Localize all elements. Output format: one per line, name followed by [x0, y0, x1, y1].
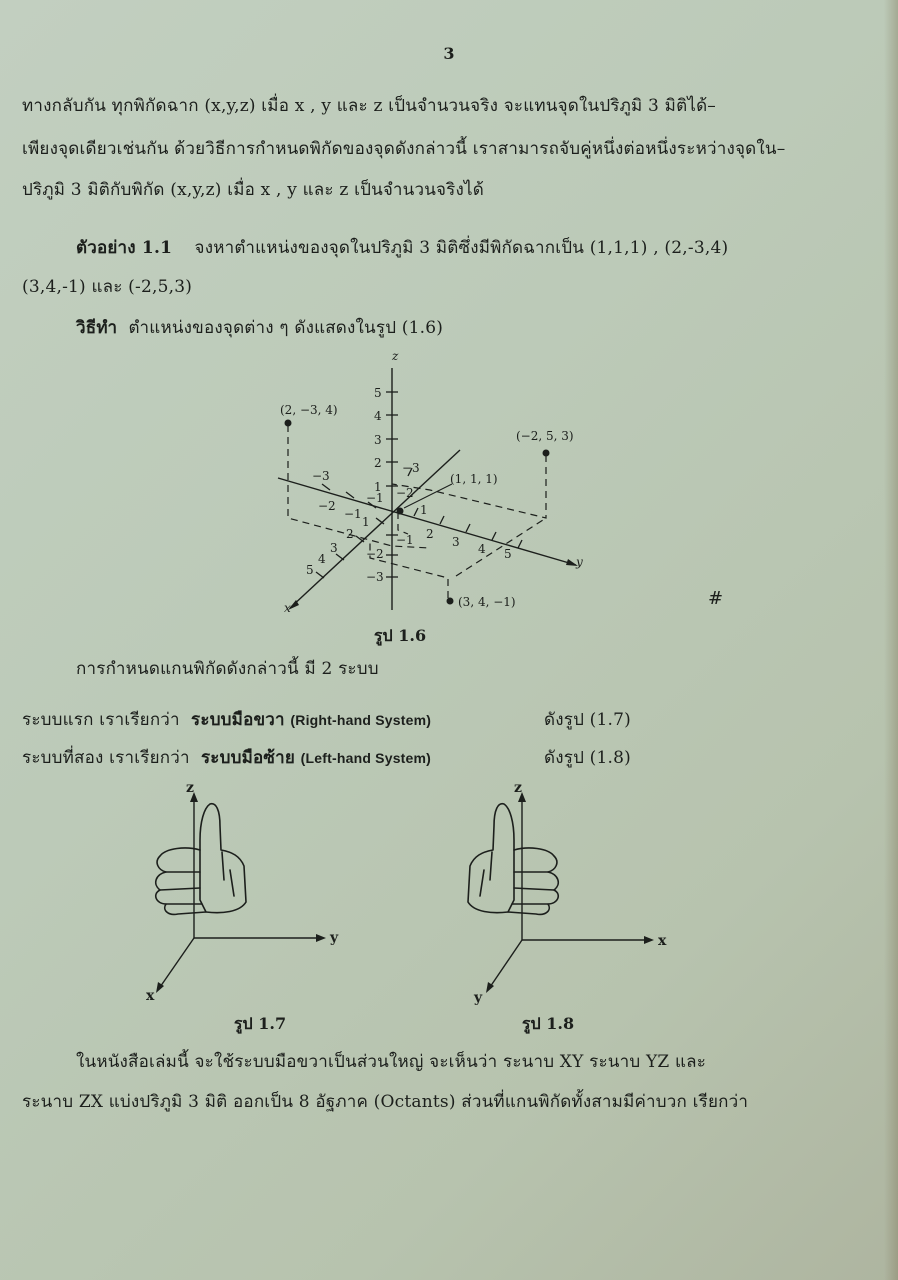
end-mark: # [708, 588, 724, 609]
x-tick-label: 4 [318, 552, 326, 566]
paragraph2-line2: ระนาบ ZX แบ่งปริภูมิ 3 มิติ ออกเป็น 8 อัฐภาค (Octants) ส่วนที่แกนพิกัดทั้งสามมีค่าบวก เรียกว่า [22, 1092, 749, 1112]
system1-name-th: ระบบมือขวา [191, 710, 285, 730]
fig16-y-label: y [576, 555, 583, 569]
x-tick-label: 5 [306, 563, 314, 577]
system1-prefix: ระบบแรก เราเรียกว่า [22, 710, 180, 730]
point-label-neg2-5-3: (−2, 5, 3) [516, 429, 574, 443]
system2-name-th: ระบบมือซ้าย [200, 748, 296, 768]
z-tick-label: 2 [374, 456, 382, 470]
x-tick-label: 3 [330, 541, 338, 555]
z-tick-label: −2 [366, 547, 384, 561]
fig18-y-label: y [474, 990, 483, 1006]
y-tick-label: 1 [420, 503, 428, 517]
page-number: 3 [443, 44, 455, 63]
system1-name-en: (Right-hand System) [290, 712, 432, 728]
paragraph2-line1: ในหนังสือเล่มนี้ จะใช้ระบบมือขวาเป็นส่วนใหญ่ จะเห็นว่า ระนาบ XY ระนาบ YZ และ [76, 1052, 707, 1072]
paragraph1-line1: ทางกลับกัน ทุกพิกัดฉาก (x,y,z) เมื่อ x , y และ z เป็นจำนวนจริง จะแทนจุดในปริภูมิ 3 มิติได้– [22, 96, 717, 116]
x-tick-label: −3 [312, 469, 330, 483]
y-tick-label: −3 [402, 461, 420, 475]
x-tick-label: 2 [346, 527, 354, 541]
point-label-3-4-neg1: (3, 4, −1) [458, 595, 516, 609]
page-edge-shadow [884, 0, 898, 1280]
example-question: จงหาตำแหน่งของจุดในปริภูมิ 3 มิติซึ่งมีพิกัดฉากเป็น (1,1,1) , (2,-3,4) [194, 238, 729, 258]
example-line1 [76, 234, 728, 261]
y-tick-label: 2 [426, 527, 434, 541]
z-tick-label: 1 [374, 480, 382, 494]
z-tick-label: −3 [366, 570, 384, 584]
system2-ref: ดังรูป (1.8) [544, 748, 631, 768]
solution-text: ตำแหน่งของจุดต่าง ๆ ดังแสดงในรูป (1.6) [128, 318, 444, 338]
system2-name-en: (Left-hand System) [300, 750, 432, 766]
left-hand-drawing [468, 804, 558, 915]
fig18-x-label: x [658, 933, 667, 949]
fig16-x-label: x [284, 601, 291, 615]
figure-1-6-caption: รูป 1.6 [373, 626, 427, 645]
x-tick-label: −1 [344, 507, 362, 521]
z-tick-label: 3 [374, 433, 382, 447]
system1-ref: ดังรูป (1.7) [544, 710, 631, 730]
figure-1-8-left-hand-axes [455, 778, 680, 1008]
fig18-z-label: z [514, 780, 522, 796]
paragraph1-line3: ปริภูมิ 3 มิติกับพิกัด (x,y,z) เมื่อ x , y และ z เป็นจำนวนจริงได้ [22, 180, 485, 200]
example-line2: (3,4,-1) และ (-2,5,3) [22, 277, 193, 297]
fig16-z-label: z [392, 349, 399, 363]
y-tick-label: −1 [366, 491, 384, 505]
system2-line [22, 744, 431, 771]
figure-1-7-caption: รูป 1.7 [233, 1014, 287, 1033]
fig17-x-label: x [146, 988, 155, 1004]
system2-prefix: ระบบที่สอง เราเรียกว่า [22, 748, 190, 768]
x-arrow-icon [644, 936, 654, 944]
y-arrow-icon [316, 934, 326, 942]
z-tick-label: 5 [374, 386, 382, 400]
y-tick-label: −2 [396, 486, 414, 500]
figure-1-6-3d-axes [260, 345, 600, 620]
z-tick-label: −1 [396, 533, 414, 547]
x-tick-label: −2 [318, 499, 336, 513]
point-1-1-1-marker [397, 508, 404, 515]
solution-line [76, 314, 443, 341]
z-tick-label: 4 [374, 409, 382, 423]
solution-label: วิธีทำ [76, 318, 118, 338]
example-label: ตัวอย่าง 1.1 [76, 238, 173, 258]
point-neg2-5-3-base [456, 518, 546, 576]
point-2-3-4-marker [285, 420, 292, 427]
system1-line [22, 706, 431, 733]
point-label-1-1-1: (1, 1, 1) [450, 472, 498, 486]
point-neg2-5-3-marker [543, 450, 550, 457]
right-hand-drawing [156, 804, 246, 915]
fig17-z-label: z [186, 780, 194, 796]
figure-1-8-caption: รูป 1.8 [521, 1014, 575, 1033]
y-tick-label: 4 [478, 542, 486, 556]
paragraph1-line2: เพียงจุดเดียวเช่นกัน ด้วยวิธีการกำหนดพิกัดของจุดดังกล่าวนี้ เราสามารถจับคู่หนึ่งต่อหนึ่งระหว่างจุดใน– [22, 139, 786, 159]
y-tick-label: 3 [452, 535, 460, 549]
figure-1-7-right-hand-axes [140, 778, 350, 1008]
y-tick-label: 5 [504, 547, 512, 561]
point-3-4-neg1-marker [447, 598, 454, 605]
systems-intro: การกำหนดแกนพิกัดดังกล่าวนี้ มี 2 ระบบ [76, 659, 379, 679]
fig17-y-label: y [330, 930, 339, 946]
x-tick-label: 1 [362, 515, 370, 529]
point-label-2-3-4: (2, −3, 4) [280, 403, 338, 417]
